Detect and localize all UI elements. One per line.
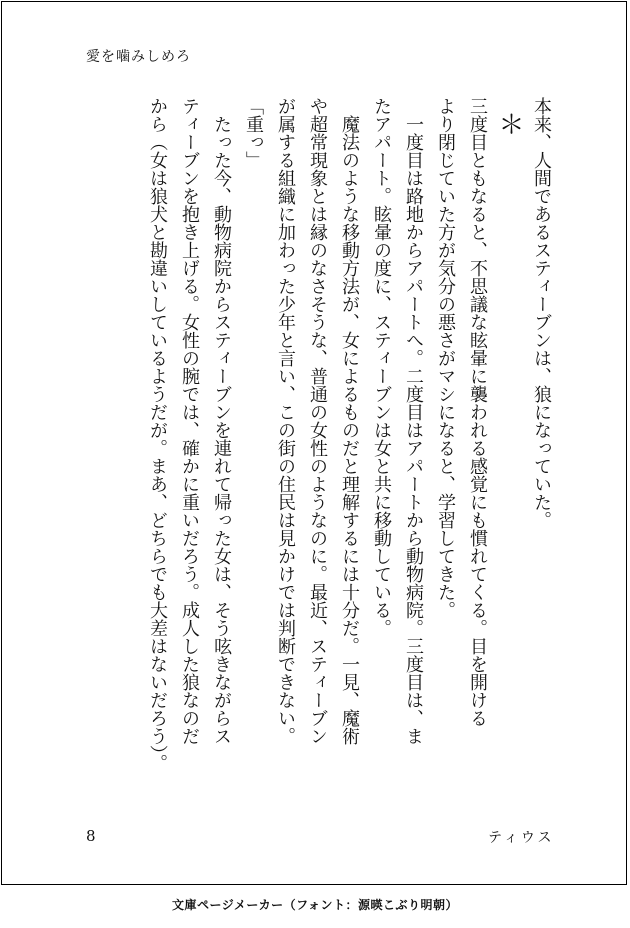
running-title: 愛を噛みしめろ <box>86 49 191 65</box>
text-line: 三度目ともなると、不思議な眩暈に襲われる感覚にも慣れてくる。目を開ける <box>467 97 488 727</box>
book-page <box>1 1 627 885</box>
text-line: ティーブンを抱き上げる。女性の腕では、確かに重いだろう。成人した狼なのだ <box>179 97 200 745</box>
text-line: たアパート。眩暈の度に、スティーブンは女と共に移動している。 <box>371 97 392 637</box>
text-line: や超常現象とは縁のなさそうな、普通の女性のようなのに。最近、スティーブン <box>307 97 328 745</box>
author-name: ティウス <box>488 830 555 846</box>
text-line: 一度目は路地からアパートへ。二度目はアパートから動物病院。三度目は、ま <box>403 115 424 745</box>
text-line: が属する組織に加わった少年と言い、この街の住民は見かけでは判断できない。 <box>275 97 296 745</box>
text-line: から（女は狼犬と勘違いしているようだが。まあ、どちらでも大差はないだろう）。 <box>147 97 168 772</box>
section-separator: ＊ <box>494 111 524 137</box>
text-line: より閉じていた方が気分の悪さがマシになると、学習してきた。 <box>435 97 456 619</box>
page-number: 8 <box>86 827 96 845</box>
text-line: たった今、動物病院からスティーブンを連れて帰った女は、そう呟きながらス <box>211 115 232 745</box>
text-line: 魔法のような移動方法が、女によるものだと理解するには十分だ。一見、魔術 <box>339 115 360 745</box>
body-text <box>57 97 557 817</box>
text-line: 本来、人間であるスティーブンは、狼になっていた。 <box>531 97 552 529</box>
footer-credit: 文庫ページメーカー（フォント：源暎こぶり明朝） <box>171 898 459 912</box>
text-line: 「重っ」 <box>243 97 264 169</box>
